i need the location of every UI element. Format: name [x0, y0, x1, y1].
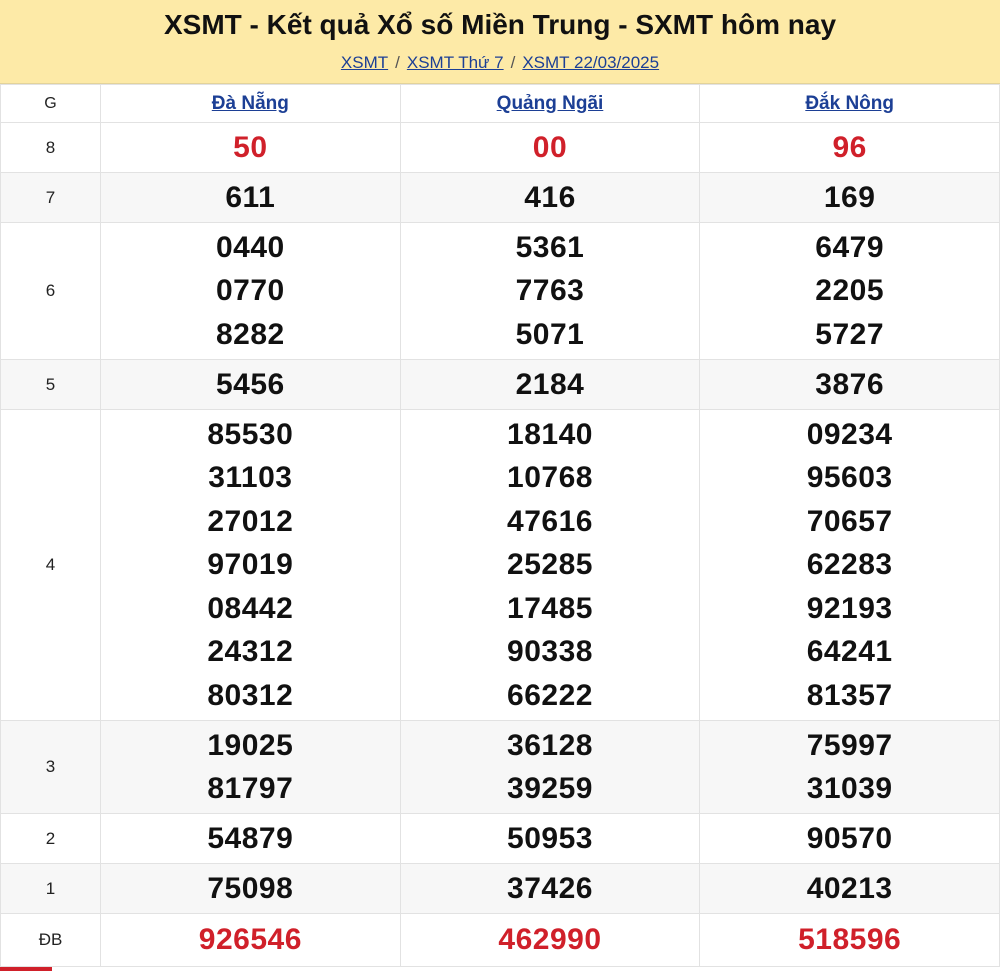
- breadcrumb-link-xsmt-date[interactable]: XSMT 22/03/2025: [522, 53, 660, 72]
- result-number: 18140: [507, 417, 593, 451]
- table-row: [1, 223, 1000, 360]
- result-number: 47616: [507, 504, 593, 538]
- breadcrumb-link-xsmt-thu7[interactable]: XSMT Thứ 7: [406, 53, 504, 72]
- result-cell: [400, 814, 700, 864]
- province-header-da-nang: [101, 85, 401, 123]
- result-number: 54879: [207, 821, 294, 855]
- result-cell: [700, 123, 1000, 173]
- result-number: 70657: [806, 504, 893, 538]
- result-cell: [400, 864, 700, 914]
- prize-label: 1: [1, 864, 101, 914]
- result-cell: [101, 814, 401, 864]
- result-cell: [700, 814, 1000, 864]
- result-number: 39259: [507, 772, 593, 805]
- table-row: [1, 173, 1000, 223]
- table-row: [1, 123, 1000, 173]
- result-number: 09234: [806, 417, 893, 451]
- result-number: 08442: [207, 591, 294, 625]
- result-number: 50: [233, 130, 268, 164]
- result-number: 37426: [507, 871, 593, 905]
- province-header-quang-ngai: [400, 85, 700, 123]
- result-number: 8282: [215, 317, 285, 351]
- prize-label: 8: [1, 123, 101, 173]
- result-number: 5361: [515, 230, 585, 264]
- result-number: 66222: [507, 678, 593, 712]
- result-cell: [700, 173, 1000, 223]
- page-header: [0, 0, 1000, 84]
- table-row: [1, 721, 1000, 814]
- result-number: 27012: [207, 504, 294, 538]
- result-number: 0770: [215, 274, 285, 308]
- accent-bar: [0, 967, 52, 971]
- result-cell: [400, 721, 700, 814]
- prize-label: ĐB: [1, 914, 101, 967]
- result-number: 31103: [208, 461, 293, 495]
- result-cell: [700, 721, 1000, 814]
- result-number: 3876: [815, 367, 885, 401]
- result-number: 611: [225, 180, 276, 214]
- result-number: 31039: [806, 772, 893, 805]
- result-number: 90338: [507, 635, 593, 669]
- result-number: 169: [823, 180, 876, 214]
- result-number: 50953: [507, 821, 593, 855]
- result-number: 416: [524, 180, 576, 214]
- table-header-row: [1, 85, 1000, 123]
- prize-label: 4: [1, 410, 101, 721]
- result-number: 95603: [806, 461, 893, 495]
- result-number: 462990: [498, 923, 602, 957]
- result-cell: [101, 914, 401, 967]
- breadcrumb-separator: /: [395, 53, 400, 72]
- province-link-dak-nong[interactable]: Đắk Nông: [805, 92, 894, 114]
- result-number: 0440: [215, 230, 285, 264]
- table-row: [1, 360, 1000, 410]
- breadcrumb-link-xsmt[interactable]: XSMT: [340, 53, 389, 72]
- prize-label: 2: [1, 814, 101, 864]
- result-number: 96: [832, 130, 867, 164]
- province-link-da-nang[interactable]: Đà Nẵng: [211, 92, 289, 114]
- prize-label: 6: [1, 223, 101, 360]
- table-row: [1, 814, 1000, 864]
- result-number: 90570: [806, 821, 893, 855]
- breadcrumb-separator: /: [510, 53, 516, 72]
- result-cell: [101, 360, 401, 410]
- result-number: 7763: [515, 274, 585, 308]
- result-number: 92193: [806, 591, 893, 625]
- result-number: 5727: [815, 317, 885, 351]
- table-row: [1, 864, 1000, 914]
- result-number: 6479: [815, 230, 885, 264]
- result-number: 75997: [806, 728, 893, 762]
- result-cell: [700, 223, 1000, 360]
- result-number: 75098: [207, 871, 294, 905]
- result-cell: [400, 360, 700, 410]
- result-number: 97019: [207, 548, 294, 582]
- results-table: [0, 84, 1000, 967]
- breadcrumb: [0, 53, 1000, 73]
- result-number: 64241: [806, 635, 893, 669]
- prize-label: 7: [1, 173, 101, 223]
- prize-label: 5: [1, 360, 101, 410]
- results-body: [1, 123, 1000, 967]
- province-link-quang-ngai[interactable]: Quảng Ngãi: [496, 92, 604, 114]
- result-number: 80312: [207, 678, 294, 712]
- result-cell: [400, 223, 700, 360]
- result-number: 10768: [507, 461, 593, 495]
- result-number: 00: [532, 130, 568, 164]
- province-header-dak-nong: [700, 85, 1000, 123]
- table-row: [1, 410, 1000, 721]
- result-number: 926546: [198, 923, 302, 957]
- result-number: 5071: [515, 317, 585, 351]
- result-cell: [400, 410, 700, 721]
- result-number: 2184: [515, 367, 585, 401]
- result-cell: [400, 914, 700, 967]
- result-cell: [101, 410, 401, 721]
- table-row: [1, 914, 1000, 967]
- result-cell: [101, 223, 401, 360]
- result-number: 81357: [806, 678, 893, 712]
- result-number: 19025: [207, 728, 294, 762]
- result-cell: [700, 410, 1000, 721]
- result-cell: [400, 123, 700, 173]
- result-number: 5456: [215, 367, 285, 401]
- result-number: 2205: [815, 274, 885, 308]
- page-title: XSMT - Kết quả Xổ số Miền Trung - SXMT hôm nay: [163, 9, 837, 40]
- result-cell: [700, 360, 1000, 410]
- result-cell: [700, 914, 1000, 967]
- prize-column-header: G: [1, 85, 101, 123]
- result-cell: [101, 173, 401, 223]
- result-number: 40213: [806, 871, 893, 905]
- result-cell: [400, 173, 700, 223]
- result-cell: [101, 123, 401, 173]
- result-cell: [700, 864, 1000, 914]
- prize-label: 3: [1, 721, 101, 814]
- result-number: 36128: [507, 728, 593, 762]
- result-number: 17485: [507, 591, 593, 625]
- result-number: 25285: [507, 548, 593, 582]
- result-number: 518596: [798, 923, 902, 957]
- result-cell: [101, 864, 401, 914]
- result-number: 81797: [207, 772, 294, 805]
- result-number: 24312: [207, 635, 294, 669]
- result-number: 62283: [806, 548, 893, 582]
- result-number: 85530: [207, 417, 294, 451]
- result-cell: [101, 721, 401, 814]
